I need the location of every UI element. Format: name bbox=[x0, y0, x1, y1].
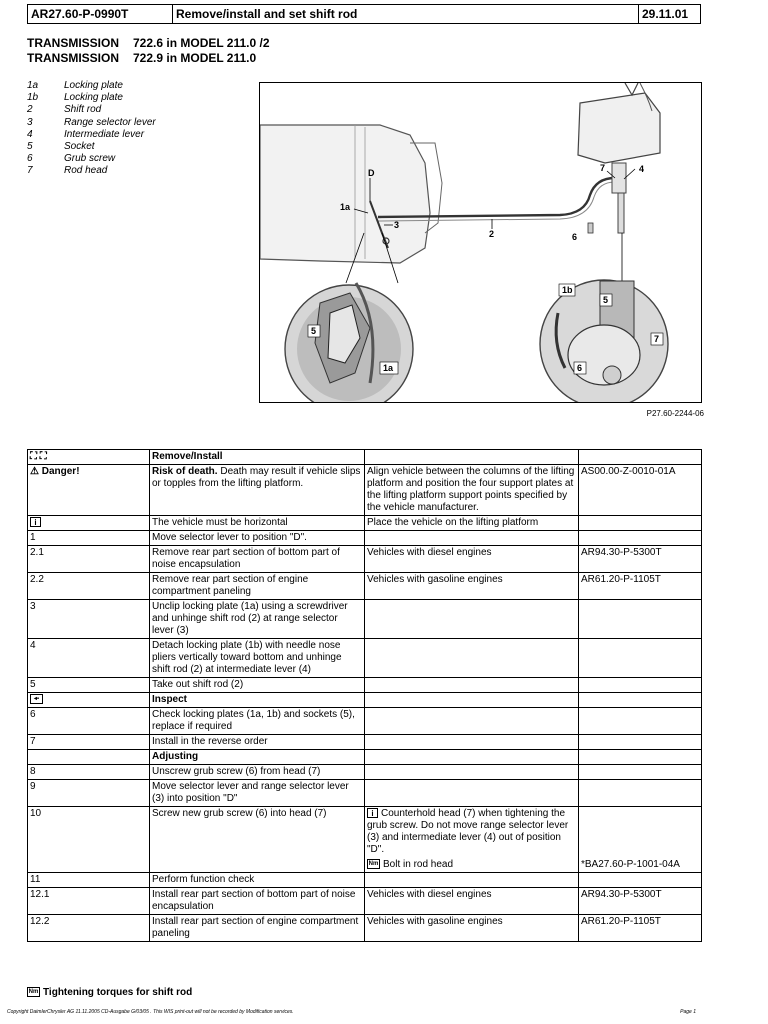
reference-link bbox=[579, 678, 702, 693]
table-row bbox=[28, 639, 702, 678]
inspect-icon: ◂▪ bbox=[30, 694, 43, 704]
reference-link bbox=[579, 639, 702, 678]
reference-link bbox=[579, 735, 702, 750]
step-note bbox=[365, 531, 579, 546]
copyright-footer: Copyright DaimlerChrysler AG 11.11.2005 CD-Ausgabe G/03/05 . This WIS print-out will not be recorded by Modification services. bbox=[7, 1009, 294, 1015]
section-remove-install: Remove/Install bbox=[150, 450, 365, 465]
table-row bbox=[28, 780, 702, 807]
step-number: 4 bbox=[28, 639, 150, 678]
info-row bbox=[28, 516, 702, 531]
table-header-row bbox=[28, 450, 702, 465]
step-number: 2.2 bbox=[28, 573, 150, 600]
step-text: Perform function check bbox=[150, 873, 365, 888]
table-row bbox=[28, 531, 702, 546]
inspect-header-row bbox=[28, 693, 702, 708]
doc-id: AR27.60-P-0990T bbox=[28, 5, 173, 23]
danger-label: Danger! bbox=[41, 466, 80, 477]
transmission-model: 722.9 in MODEL 211.0 bbox=[133, 51, 257, 65]
step-text: Install in the reverse order bbox=[150, 735, 365, 750]
step-number: 5 bbox=[28, 678, 150, 693]
step-note bbox=[365, 678, 579, 693]
procedure-table bbox=[27, 449, 702, 942]
transmission-line-1 bbox=[27, 36, 270, 50]
step-note bbox=[365, 735, 579, 750]
selector-unit bbox=[578, 93, 660, 163]
step-number: 1 bbox=[28, 531, 150, 546]
illustration-drawing bbox=[260, 83, 702, 403]
table-row bbox=[28, 807, 702, 873]
step-note bbox=[365, 765, 579, 780]
reference-link[interactable]: AR94.30-P-5300T bbox=[579, 546, 702, 573]
detail-callout-6: 6 bbox=[577, 363, 583, 373]
callout-4: 4 bbox=[639, 164, 645, 174]
detail-callout-1a: 1a bbox=[383, 363, 394, 373]
callout-3: 3 bbox=[394, 220, 400, 230]
step-text: Remove rear part section of bottom part of noise encapsulation bbox=[150, 546, 365, 573]
step-text: Unscrew grub screw (6) from head (7) bbox=[150, 765, 365, 780]
detail-callout-5: 5 bbox=[311, 326, 317, 336]
expand-icons[interactable]: ⛶ ⛶ bbox=[28, 450, 150, 465]
transmission-label: TRANSMISSION bbox=[27, 36, 120, 50]
step-number: 2.1 bbox=[28, 546, 150, 573]
torque-icon: Nm bbox=[368, 861, 379, 868]
danger-reference-link[interactable]: AS00.00-Z-0010-01A bbox=[579, 465, 702, 516]
step-number: 11 bbox=[28, 873, 150, 888]
reference-link[interactable]: AR61.20-P-1105T bbox=[579, 915, 702, 942]
danger-row bbox=[28, 465, 702, 516]
reference-link bbox=[579, 780, 702, 807]
danger-action: Align vehicle between the columns of the lifting platform and position the four support plates at the lifting platform support points specified by the vehicle manufacturer. bbox=[365, 465, 579, 516]
reference-link bbox=[579, 873, 702, 888]
step-note: Vehicles with gasoline engines bbox=[365, 915, 579, 942]
transmission-line-2 bbox=[27, 51, 256, 65]
torque-reference-link[interactable]: *BA27.60-P-1001-04A bbox=[581, 859, 680, 870]
callout-2: 2 bbox=[489, 229, 495, 239]
doc-date: 29.11.01 bbox=[642, 7, 689, 21]
reference-link[interactable]: AR61.20-P-1105T bbox=[579, 573, 702, 600]
legend-item: 7 Rod head bbox=[27, 165, 108, 177]
legend-item: 2 Shift rod bbox=[27, 104, 102, 116]
detail-callout-5b: 5 bbox=[603, 295, 609, 305]
legend-item: 3 Range selector lever bbox=[27, 116, 156, 128]
adjusting-steps bbox=[28, 765, 702, 807]
table-row bbox=[28, 678, 702, 693]
step-text: Screw new grub screw (6) into head (7) bbox=[150, 807, 365, 873]
reference-link bbox=[579, 600, 702, 639]
risk-text: Death may result if vehicle slips or topples from the lifting platform. bbox=[152, 466, 361, 489]
step-text: Move selector lever and range selector lever (3) into position "D" bbox=[150, 780, 365, 807]
step-note bbox=[365, 708, 579, 735]
page-number: Page 1 bbox=[680, 1009, 696, 1015]
callout-1a: 1a bbox=[340, 202, 351, 212]
risk-label: Risk of death. bbox=[152, 466, 218, 477]
parts-legend bbox=[27, 80, 156, 178]
reference-link bbox=[579, 765, 702, 780]
callout-7: 7 bbox=[600, 163, 606, 173]
table-row bbox=[28, 708, 702, 735]
step-text: Check locking plates (1a, 1b) and sockets (5), replace if required bbox=[150, 708, 365, 735]
step-number: 12.2 bbox=[28, 915, 150, 942]
step-number: 7 bbox=[28, 735, 150, 750]
table-row bbox=[28, 573, 702, 600]
table-row bbox=[28, 915, 702, 942]
info-icon: i bbox=[367, 808, 378, 818]
step-text: Unclip locking plate (1a) using a screwdriver and unhinge shift rod (2) at range selector lever (3) bbox=[150, 600, 365, 639]
step-text: Take out shift rod (2) bbox=[150, 678, 365, 693]
section-inspect: Inspect bbox=[150, 693, 365, 708]
step-note bbox=[365, 780, 579, 807]
step-note: Vehicles with diesel engines bbox=[365, 888, 579, 915]
step-note bbox=[365, 600, 579, 639]
transmission-housing bbox=[260, 125, 430, 263]
step-number: 6 bbox=[28, 708, 150, 735]
step-note bbox=[365, 639, 579, 678]
torque-label: Tightening torques for shift rod bbox=[43, 987, 193, 998]
section-adjusting: Adjusting bbox=[150, 750, 365, 765]
bolt-note: Bolt in rod head bbox=[383, 859, 454, 870]
step-note: Vehicles with gasoline engines bbox=[365, 573, 579, 600]
legend-item: 1b Locking plate bbox=[27, 92, 123, 104]
counterhold-note: Counterhold head (7) when tightening the grub screw. Do not move range selector lever (3) and intermediate lever (4) out of position "D". bbox=[367, 808, 569, 855]
adjusting-header-row bbox=[28, 750, 702, 765]
doc-title: Remove/install and set shift rod bbox=[173, 5, 639, 23]
info-text: The vehicle must be horizontal bbox=[150, 516, 365, 531]
table-row bbox=[28, 888, 702, 915]
table-row bbox=[28, 600, 702, 639]
shift-rod-illustration bbox=[259, 82, 702, 403]
reference-link bbox=[579, 531, 702, 546]
step-text: Install rear part section of bottom part of noise encapsulation bbox=[150, 888, 365, 915]
step-number: 12.1 bbox=[28, 888, 150, 915]
document-header bbox=[27, 4, 701, 24]
step-text: Install rear part section of engine compartment paneling bbox=[150, 915, 365, 942]
step-number: 3 bbox=[28, 600, 150, 639]
step-number: 8 bbox=[28, 765, 150, 780]
step-text: Move selector lever to position "D". bbox=[150, 531, 365, 546]
detail-callout-1b: 1b bbox=[562, 285, 573, 295]
legend-item: 6 Grub screw bbox=[27, 153, 116, 165]
detail-callout-7: 7 bbox=[654, 334, 660, 344]
step-number: 10 bbox=[28, 807, 150, 873]
inspect-steps bbox=[28, 708, 702, 750]
table-row bbox=[28, 735, 702, 750]
step-note bbox=[365, 873, 579, 888]
remove-steps bbox=[28, 531, 702, 693]
reference-link bbox=[579, 708, 702, 735]
info-note: Place the vehicle on the lifting platform bbox=[365, 516, 579, 531]
table-row bbox=[28, 765, 702, 780]
step-number: 9 bbox=[28, 780, 150, 807]
callout-d: D bbox=[368, 168, 375, 178]
step-note: Vehicles with diesel engines bbox=[365, 546, 579, 573]
callout-6: 6 bbox=[572, 232, 578, 242]
step-text: Remove rear part section of engine compartment paneling bbox=[150, 573, 365, 600]
tightening-torques-heading bbox=[27, 987, 192, 998]
legend-item: 4 Intermediate lever bbox=[27, 128, 145, 140]
torque-icon: Nm bbox=[28, 989, 39, 996]
legend-item: 1a Locking plate bbox=[27, 80, 123, 91]
warning-triangle-icon: ⚠ bbox=[30, 466, 39, 477]
figure-code: P27.60-2244-06 bbox=[646, 409, 704, 418]
table-row bbox=[28, 546, 702, 573]
reference-link[interactable]: AR94.30-P-5300T bbox=[579, 888, 702, 915]
final-steps bbox=[28, 873, 702, 942]
transmission-label: TRANSMISSION bbox=[27, 51, 120, 65]
legend-item: 5 Socket bbox=[27, 141, 95, 153]
step-text: Detach locking plate (1b) with needle nose pliers vertically toward bottom and unhinge shift rod (2) at intermediate lever (4) bbox=[150, 639, 365, 678]
transmission-model: 722.6 in MODEL 211.0 /2 bbox=[133, 36, 270, 50]
table-row bbox=[28, 873, 702, 888]
info-icon: i bbox=[30, 517, 41, 527]
